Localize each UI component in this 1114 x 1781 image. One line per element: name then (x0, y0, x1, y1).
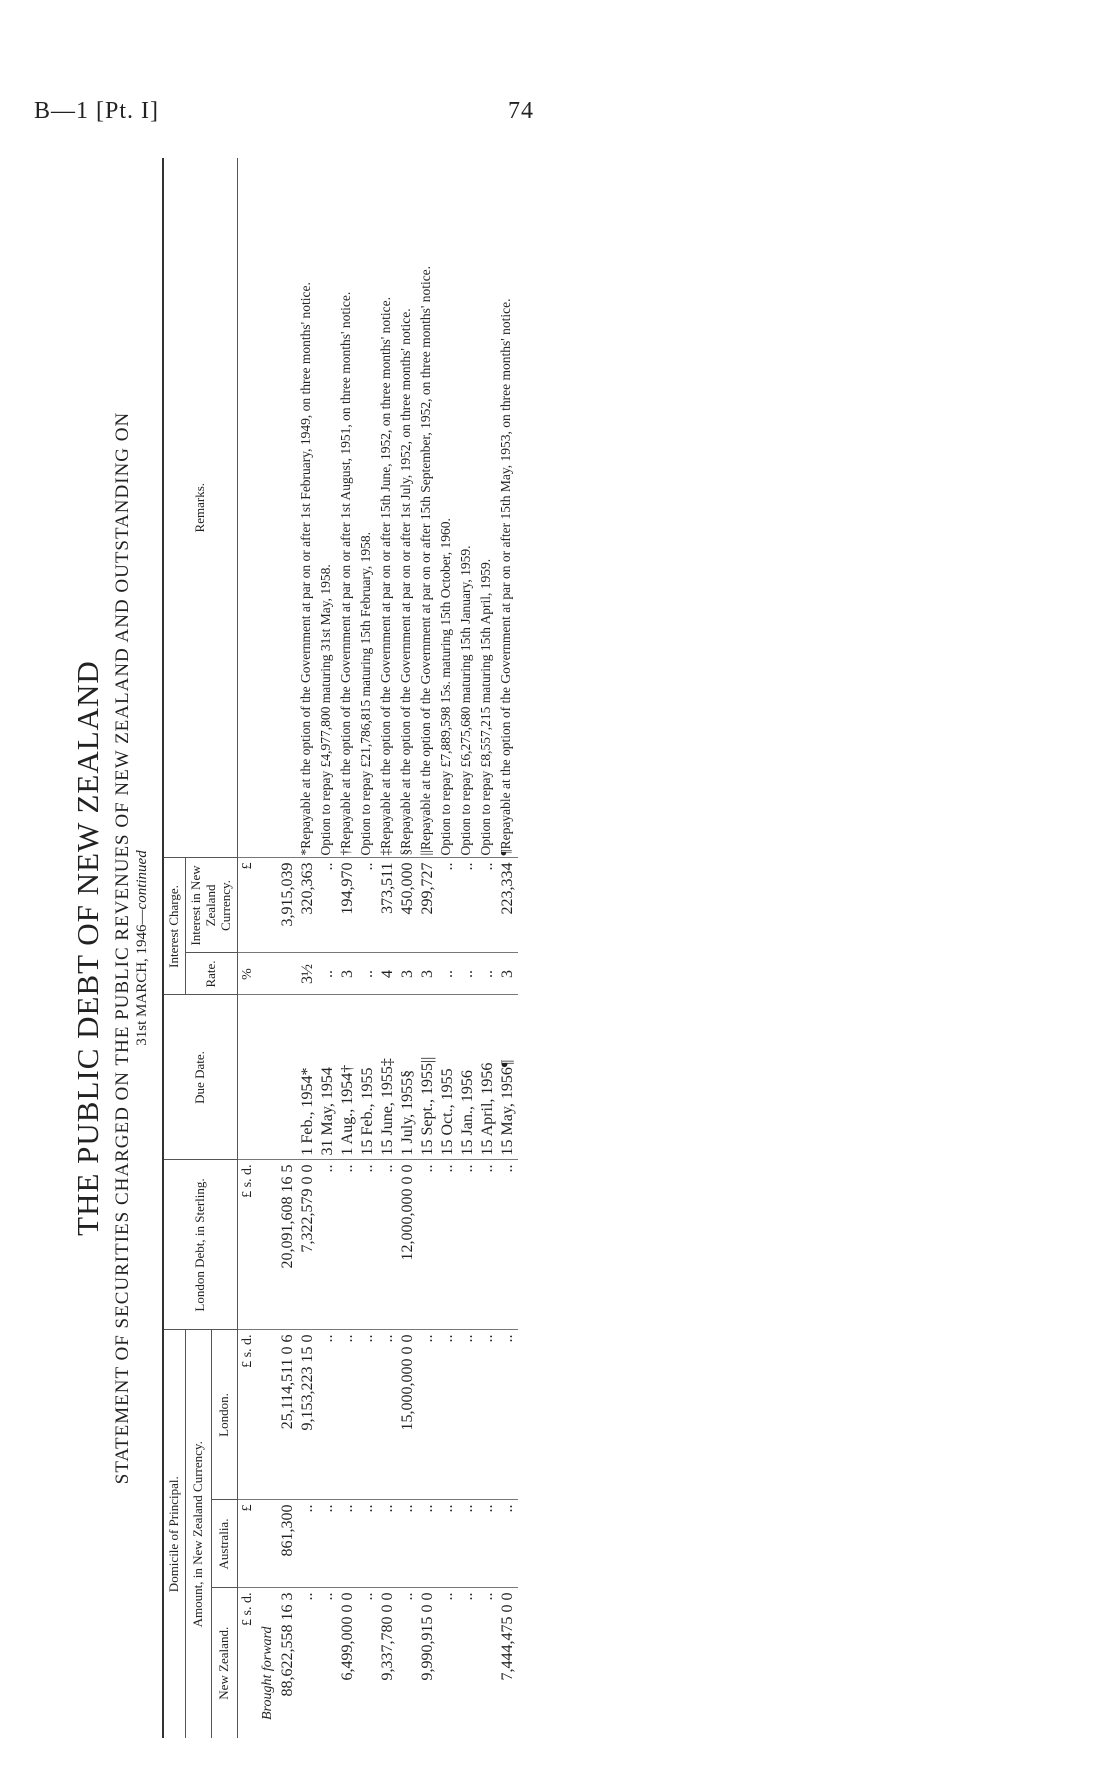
unit-ld: £ s. d. (237, 1160, 278, 1330)
cell-remarks: *Repayable at the option of the Government at par on or after 1st February, 1949, on three months' notice. (298, 158, 318, 858)
cell-london-debt: .. (418, 1160, 438, 1330)
cell-australia: .. (418, 1500, 438, 1588)
cell-rate: .. (438, 953, 458, 995)
cell-interest: 223,334 (498, 858, 518, 953)
cell-london: .. (338, 1330, 358, 1500)
rotated-content (70, 158, 1055, 1738)
cell-london-debt: .. (338, 1160, 358, 1330)
cell-new-zealand: .. (358, 1592, 376, 1601)
cell-remarks (278, 158, 298, 858)
cell-interest: .. (358, 858, 378, 953)
cell-remarks: Option to repay £8,557,215 maturing 15th April, 1959. (478, 158, 498, 858)
cell-australia: .. (358, 1500, 378, 1588)
cell-london-debt: .. (318, 1160, 338, 1330)
cell-new-zealand: 88,622,558 16 3 (278, 1592, 296, 1697)
cell-remarks: §Repayable at the option of the Government at par on or after 1st July, 1952, on three months' notice. (398, 158, 418, 858)
cell-interest: 194,970 (338, 858, 358, 953)
header-domicile: Domicile of Principal. (163, 1330, 185, 1738)
cell-new-zealand: 7,444,475 0 0 (498, 1592, 516, 1681)
cell-due-date: 1 Feb., 1954* (298, 995, 318, 1160)
cell-london: .. (458, 1330, 478, 1500)
cell-remarks: Option to repay £6,275,680 maturing 15th January, 1959. (458, 158, 478, 858)
brought-forward-label: Brought forward (259, 1626, 275, 1720)
header-london: London. (211, 1330, 237, 1500)
cell-remarks: Option to repay £7,889,598 15s. maturing 15th October, 1960. (438, 158, 458, 858)
cell-due-date: 1 July, 1955§ (398, 995, 418, 1160)
cell-due-date: 1 Aug., 1954† (338, 995, 358, 1160)
cell-rate: .. (458, 953, 478, 995)
cell-london: .. (438, 1330, 458, 1500)
cell-new-zealand: .. (398, 1592, 416, 1601)
document-subtitle: STATEMENT OF SECURITIES CHARGED ON THE PUBLIC REVENUES OF NEW ZEALAND AND OUTSTANDING ON (112, 411, 133, 1485)
cell-remarks: ||Repayable at the option of the Government at par on or after 15th September, 1952, on three months' notice. (418, 158, 438, 858)
cell-interest: 3,915,039 (278, 858, 298, 953)
cell-new-zealand: 6,499,000 0 0 (338, 1592, 356, 1681)
cell-due-date: 31 May, 1954 (318, 995, 338, 1160)
cell-interest: .. (458, 858, 478, 953)
cell-australia: .. (498, 1500, 518, 1588)
cell-remarks: †Repayable at the option of the Government at par on or after 1st August, 1951, on three months' notice. (338, 158, 358, 858)
table-row (418, 158, 438, 1738)
table-row (298, 158, 318, 1738)
units-row (237, 158, 278, 1738)
cell-interest: .. (478, 858, 498, 953)
cell-london-debt: .. (378, 1160, 398, 1330)
cell-rate: .. (358, 953, 378, 995)
cell-due-date: 15 May, 1956¶ (498, 995, 518, 1160)
cell-australia: .. (398, 1500, 418, 1588)
cell-due-date (278, 995, 298, 1160)
cell-rate: 3 (398, 953, 418, 995)
cell-remarks: Option to repay £4,977,800 maturing 31st May, 1958. (318, 158, 338, 858)
cell-interest: 373,511 (378, 858, 398, 953)
cell-remarks: ‡Repayable at the option of the Government at par on or after 15th June, 1952, on three months' notice. (378, 158, 398, 858)
table-row (458, 158, 478, 1738)
unit-rem (237, 158, 278, 858)
document-subtitle-date (134, 158, 151, 1738)
cell-remarks: Option to repay £21,786,815 maturing 15th February, 1958. (358, 158, 378, 858)
cell-london: .. (358, 1330, 378, 1500)
cell-due-date: 15 Oct., 1955 (438, 995, 458, 1160)
cell-london: 15,000,000 0 0 (398, 1330, 418, 1500)
cell-remarks: ¶Repayable at the option of the Government at par on or after 15th May, 1953, on three months' notice. (498, 158, 518, 858)
cell-rate: 3 (338, 953, 358, 995)
cell-australia: .. (338, 1500, 358, 1588)
document-title: THE PUBLIC DEBT OF NEW ZEALAND (70, 660, 105, 1236)
page-number: 74 (508, 98, 534, 124)
header-due-date: Due Date. (163, 995, 237, 1160)
table-row (278, 158, 298, 1738)
cell-london: .. (378, 1330, 398, 1500)
document-reference: B—1 [Pt. I] (34, 98, 159, 124)
unit-int: £ (237, 858, 278, 953)
table-row (378, 158, 398, 1738)
cell-rate: 3 (498, 953, 518, 995)
cell-new-zealand: .. (438, 1592, 456, 1601)
unit-aus: £ (237, 1500, 278, 1588)
table-row (338, 158, 358, 1738)
cell-london-debt: .. (498, 1160, 518, 1330)
rotated-page-area (70, 158, 1055, 1738)
cell-due-date: 15 June, 1955‡ (378, 995, 398, 1160)
cell-new-zealand: 9,990,915 0 0 (418, 1592, 436, 1681)
cell-new-zealand: .. (298, 1592, 316, 1601)
cell-london: 9,153,223 15 0 (298, 1330, 318, 1500)
table-row (318, 158, 338, 1738)
cell-interest: 450,000 (398, 858, 418, 953)
debt-table (162, 158, 518, 1738)
cell-australia: .. (478, 1500, 498, 1588)
table-row (478, 158, 498, 1738)
cell-london: .. (498, 1330, 518, 1500)
cell-due-date: 15 Jan., 1956 (458, 995, 478, 1160)
cell-london: 25,114,511 0 6 (278, 1330, 298, 1500)
cell-london-debt: .. (358, 1160, 378, 1330)
header-australia: Australia. (211, 1500, 237, 1588)
cell-australia: .. (438, 1500, 458, 1588)
cell-due-date: 15 Sept., 1955|| (418, 995, 438, 1160)
cell-london-debt: .. (458, 1160, 478, 1330)
cell-rate: 3½ (298, 953, 318, 995)
cell-australia: .. (378, 1500, 398, 1588)
cell-new-zealand: .. (318, 1592, 336, 1601)
cell-rate: .. (318, 953, 338, 995)
cell-london: .. (418, 1330, 438, 1500)
cell-interest: 299,727 (418, 858, 438, 953)
cell-rate: 4 (378, 953, 398, 995)
cell-australia: .. (318, 1500, 338, 1588)
table-row (498, 158, 518, 1738)
cell-due-date: 15 Feb., 1955 (358, 995, 378, 1160)
cell-new-zealand: .. (478, 1592, 496, 1601)
table-row (398, 158, 418, 1738)
cell-australia: 861,300 (278, 1500, 298, 1588)
unit-due (237, 995, 278, 1160)
subtitle-date: 31st MARCH, 1946— (134, 909, 150, 1046)
cell-rate: .. (478, 953, 498, 995)
cell-new-zealand: .. (458, 1592, 476, 1601)
cell-interest: .. (438, 858, 458, 953)
unit-lon: £ s. d. (237, 1330, 278, 1500)
cell-london: .. (478, 1330, 498, 1500)
cell-london-debt: .. (438, 1160, 458, 1330)
unit-rate: % (237, 953, 278, 995)
table-row (358, 158, 378, 1738)
header-remarks: Remarks. (163, 158, 237, 858)
cell-london-debt: 7,322,579 0 0 (298, 1160, 318, 1330)
header-rate: Rate. (185, 953, 237, 995)
cell-rate: 3 (418, 953, 438, 995)
subtitle-continued: continued (134, 850, 150, 910)
cell-due-date: 15 April, 1956 (478, 995, 498, 1160)
cell-london-debt: 20,091,608 16 5 (278, 1160, 298, 1330)
cell-london: .. (318, 1330, 338, 1500)
cell-interest: 320,363 (298, 858, 318, 953)
cell-london-debt: 12,000,000 0 0 (398, 1160, 418, 1330)
cell-interest: .. (318, 858, 338, 953)
unit-nz: £ s. d. Brought forward (237, 1588, 278, 1738)
cell-new-zealand: 9,337,780 0 0 (378, 1592, 396, 1681)
cell-rate (278, 953, 298, 995)
cell-australia: .. (458, 1500, 478, 1588)
header-interest-charge: Interest Charge. (163, 858, 185, 995)
header-london-debt: London Debt, in Sterling. (163, 1160, 237, 1330)
cell-australia: .. (298, 1500, 318, 1588)
header-new-zealand: New Zealand. (211, 1588, 237, 1738)
header-interest-nz: Interest in New Zealand Currency. (185, 858, 237, 953)
table-row (438, 158, 458, 1738)
header-amount-nz: Amount, in New Zealand Currency. (185, 1330, 211, 1738)
cell-london-debt: .. (478, 1160, 498, 1330)
